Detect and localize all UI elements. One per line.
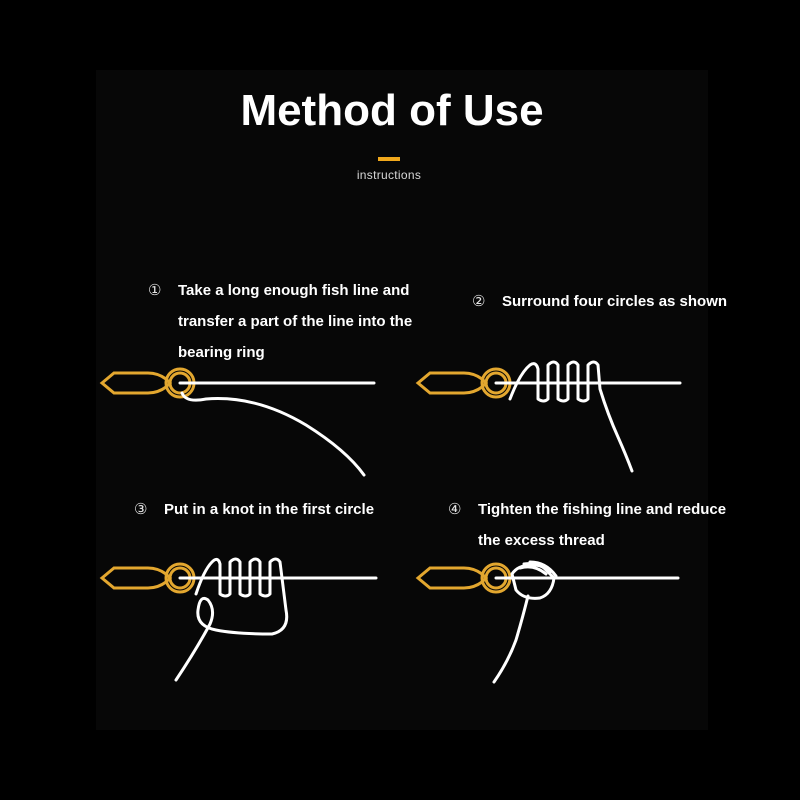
step-4-caption [448,494,726,556]
step-3-text-line-1: Put in a knot in the first circle [164,501,375,518]
step-1-text-line-3: bearing ring [178,344,265,361]
step-1-text-line-2: transfer a part of the line into the [178,313,413,330]
step-4-diagram [412,550,692,690]
step-2-diagram [412,355,692,480]
step-2-text-line-1: Surround four circles as shown [502,293,728,310]
step-2-number: ② [472,293,486,310]
fishing-line [496,362,680,471]
tightened-knot [494,562,678,682]
step-4-number: ④ [448,501,462,518]
step-3-caption [134,494,374,525]
step-3-number: ③ [134,501,148,518]
step-3-diagram [96,550,396,690]
fishing-line [176,559,376,680]
page-title: Method of Use [240,86,544,135]
step-4-text-line-2: the excess thread [478,532,605,549]
page-subtitle: instructions [356,168,422,182]
step-1-text-line-1: Take a long enough fish line and [178,282,410,299]
step-1-diagram [96,355,396,490]
step-4-text-line-1: Tighten the fishing line and reduce [478,501,727,518]
step-2-caption [472,286,727,317]
fishing-line [180,383,374,475]
title-accent-bar [378,157,400,161]
step-1-number: ① [148,282,162,299]
